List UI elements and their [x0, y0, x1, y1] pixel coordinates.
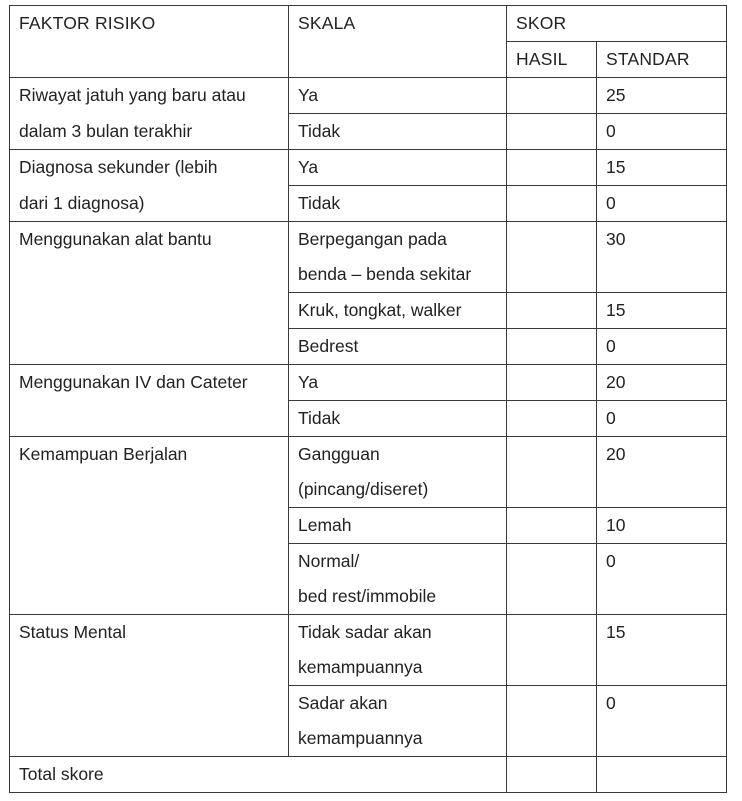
result-cell[interactable] [507, 150, 597, 186]
text-line: Ya [298, 372, 319, 392]
standard-score-cell: 20 [597, 437, 727, 508]
scale-cell [289, 222, 507, 293]
table-row [10, 78, 727, 114]
text-line: Lemah [298, 515, 352, 535]
result-cell[interactable] [507, 186, 597, 222]
standard-score-cell: 0 [597, 686, 727, 757]
risk-factor-cell: Diagnosa sekunder (lebih [10, 150, 289, 186]
standard-score-cell: 10 [597, 508, 727, 544]
table-row [10, 365, 727, 401]
risk-factor-rows [10, 78, 727, 757]
standard-score-cell: 15 [597, 293, 727, 329]
result-cell[interactable] [507, 686, 597, 757]
scale-cell [289, 437, 507, 508]
table-row [10, 114, 727, 150]
total-standard [597, 757, 727, 793]
text-line: Bedrest [298, 336, 359, 356]
header-factor: FAKTOR RISIKO [10, 6, 289, 78]
total-row [10, 757, 727, 793]
standard-score-cell: 0 [597, 329, 727, 365]
text-line: Status Mental [19, 622, 126, 642]
standard-score-cell: 0 [597, 186, 727, 222]
standard-score-cell: 0 [597, 401, 727, 437]
standard-score-cell: 20 [597, 365, 727, 401]
total-label: Total skore [10, 757, 507, 793]
text-line: Kemampuan Berjalan [19, 444, 188, 464]
result-cell[interactable] [507, 293, 597, 329]
risk-factor-cell: Riwayat jatuh yang baru atau [10, 78, 289, 114]
text-line: Tidak [298, 121, 341, 141]
total-result [507, 757, 597, 793]
text-line: Kruk, tongkat, walker [298, 300, 462, 320]
result-cell[interactable] [507, 615, 597, 686]
standard-score-cell: 15 [597, 150, 727, 186]
result-cell[interactable] [507, 222, 597, 293]
text-line: Menggunakan alat bantu [19, 229, 212, 249]
scale-cell [289, 186, 507, 222]
scale-cell [289, 544, 507, 615]
table-row [10, 437, 727, 508]
result-cell[interactable] [507, 544, 597, 615]
standard-score-cell: 30 [597, 222, 727, 293]
header-result: HASIL [507, 42, 597, 78]
scale-cell [289, 293, 507, 329]
header-scale: SKALA [289, 6, 507, 78]
header-score: SKOR [507, 6, 727, 42]
result-cell[interactable] [507, 437, 597, 508]
text-line: Ya [298, 85, 319, 105]
scale-cell [289, 150, 507, 186]
text-line: Gangguan [298, 444, 380, 464]
text-line: kemampuannya [298, 657, 423, 677]
standard-score-cell: 25 [597, 78, 727, 114]
risk-factor-cell: dalam 3 bulan terakhir [10, 114, 289, 150]
table-row [10, 615, 727, 686]
scale-cell [289, 114, 507, 150]
text-line: Tidak [298, 408, 341, 428]
text-line: Berpegangan pada [298, 229, 447, 249]
scale-cell [289, 615, 507, 686]
header-standard: STANDAR [597, 42, 727, 78]
scale-cell [289, 365, 507, 401]
scale-cell [289, 508, 507, 544]
morse-fall-scale-table [9, 5, 727, 793]
text-line: benda – benda sekitar [298, 264, 472, 284]
text-line: (pincang/diseret) [298, 479, 429, 499]
table-row [10, 150, 727, 186]
result-cell[interactable] [507, 329, 597, 365]
result-cell[interactable] [507, 401, 597, 437]
standard-score-cell: 0 [597, 114, 727, 150]
result-cell[interactable] [507, 508, 597, 544]
table-row [10, 186, 727, 222]
text-line: kemampuannya [298, 728, 423, 748]
risk-factor-cell: dari 1 diagnosa) [10, 186, 289, 222]
standard-score-cell: 0 [597, 544, 727, 615]
table-row [10, 222, 727, 293]
scale-cell [289, 686, 507, 757]
text-line: Tidak sadar akan [298, 622, 432, 642]
scale-cell [289, 401, 507, 437]
text-line: Menggunakan IV dan Cateter [19, 372, 248, 392]
text-line: bed rest/immobile [298, 586, 437, 606]
risk-factor-cell [10, 615, 289, 757]
risk-factor-cell [10, 365, 289, 437]
result-cell[interactable] [507, 78, 597, 114]
text-line: Tidak [298, 193, 341, 213]
text-line: Normal/ [298, 551, 360, 571]
scale-cell [289, 329, 507, 365]
risk-factor-cell [10, 437, 289, 615]
text-line: Ya [298, 157, 319, 177]
scale-cell [289, 78, 507, 114]
result-cell[interactable] [507, 365, 597, 401]
standard-score-cell: 15 [597, 615, 727, 686]
text-line: Sadar akan [298, 693, 388, 713]
risk-factor-cell [10, 222, 289, 365]
result-cell[interactable] [507, 114, 597, 150]
header-row [10, 6, 727, 42]
